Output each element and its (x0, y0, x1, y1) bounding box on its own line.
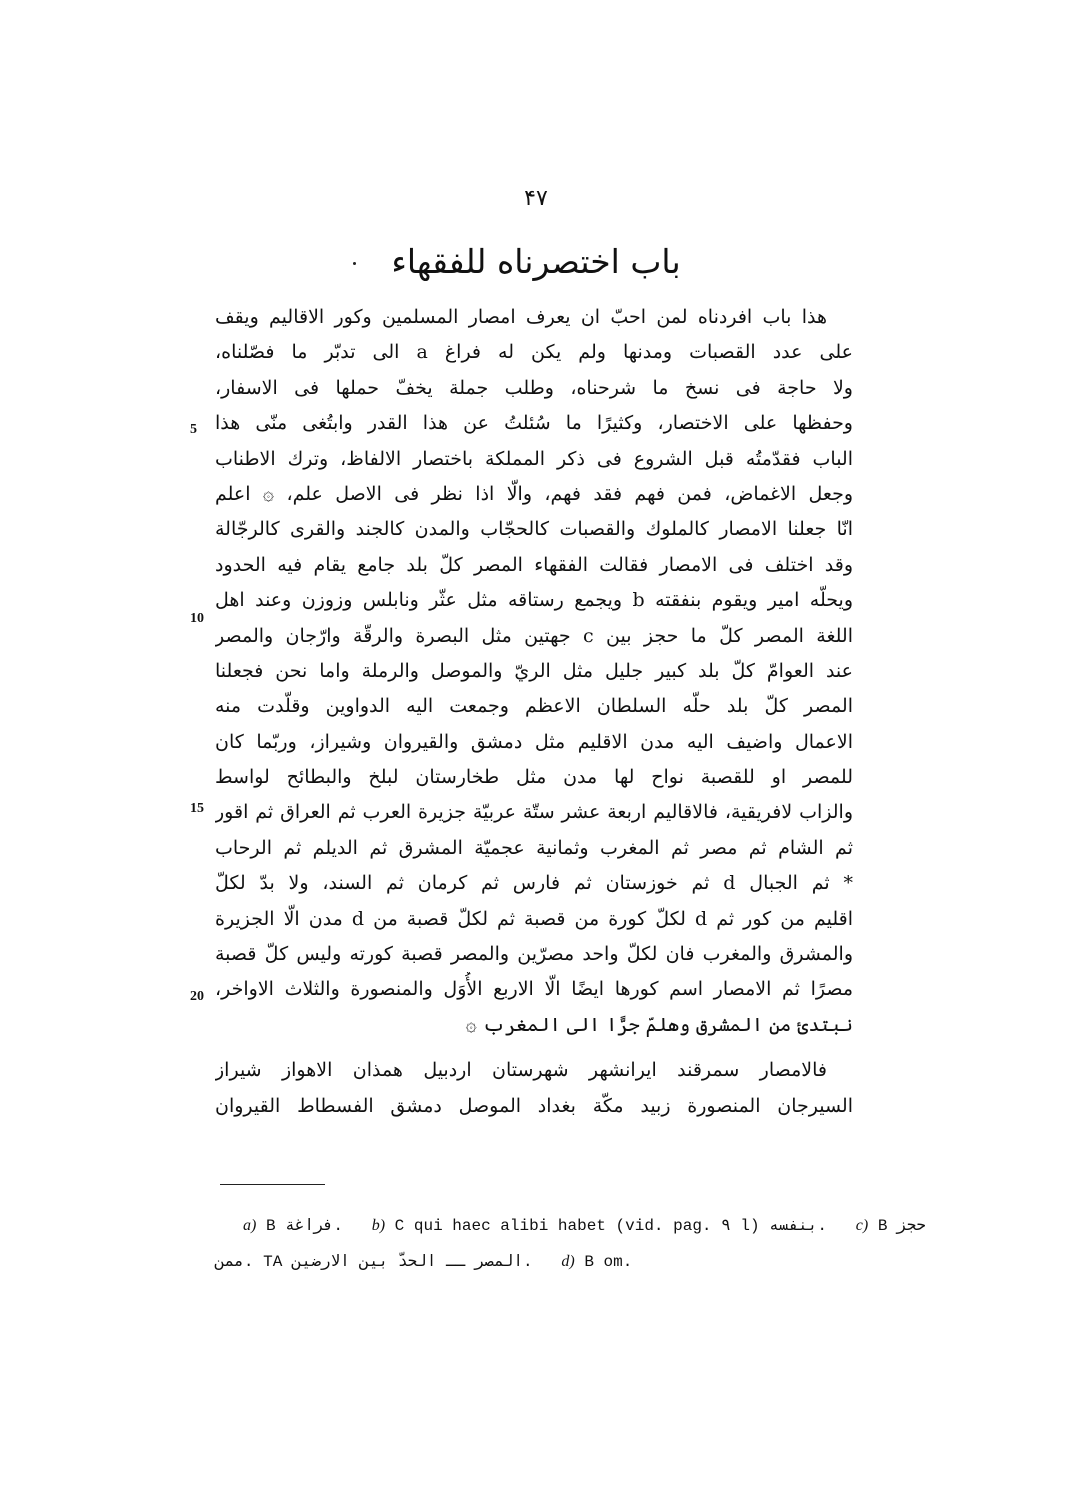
text-line: السيرجان المنصورة زبيد مكّة بغداد الموصل دمشق الفسطاط القيروان (215, 1094, 853, 1117)
footnote-text: ممن. TA المصر ــ الحدّ بين الارضين. (215, 1253, 533, 1271)
line-number: 15 (190, 801, 204, 816)
footnote-label: b) (371, 1217, 386, 1234)
footnote-text: B حجز (877, 1217, 926, 1235)
text-line: هذا باب افردناه لمن احبّ ان يعرف امصار المسلمين وكور الاقاليم ويقف (215, 306, 827, 328)
text-line: ثم الشام ثم مصر ثم المغرب وثمانية عجميّة المشرق ثم الديلم ثم الرحاب (215, 836, 853, 859)
line-number: 10 (190, 611, 204, 626)
text-line: ولا حاجة فى نسخ ما شرحناه، وطلب جملة يخفّ حملها فى الاسفار، (215, 376, 853, 399)
footnote-label: a) (243, 1217, 257, 1234)
footnote-text: B om. (584, 1253, 633, 1271)
text-line: الباب فقدّمتُه قبل الشروع فى ذكر المملكة باختصار الالفاظ، وترك الاطناب (215, 447, 853, 470)
text-line: والزاب لافريقية، فالاقاليم اربعة عشر ستّة عربيّة جزيرة العرب ثم العراق ثم اقور (215, 801, 853, 824)
footnote-label: d) (561, 1253, 575, 1270)
footnote-line (215, 1244, 875, 1280)
footnote-text: B فراغة. (265, 1217, 343, 1235)
paragraph-gap (215, 1043, 853, 1053)
footnote-text: C qui haec alibi habet (vid. pag. ۹ l) بنفسه. (394, 1217, 827, 1235)
text-line: للمصر او للقصبة نواح لها مدن مثل طخارستان لبلخ والبطائح لواسط (215, 766, 853, 789)
text-line: وجعل الاغماض، فمن فهم فقد فهم، والّا اذا نظر فى الاصل علم، ۞ اعلم (215, 482, 853, 505)
main-text (215, 300, 853, 1124)
text-line: والمشرق والمغرب فان لكلّ واحد مصرّين والمصر قصبة كورته وليس كلّ قصبة (215, 943, 853, 966)
text-line: انّا جعلنا الامصار كالملوك والقصبات كالحجّاب والمدن كالجند والقرى كالرجّالة (215, 518, 853, 541)
text-line: الاعمال واضيف اليه مدن الاقليم مثل دمشق والقيروان وشيراز، وربّما كان (215, 730, 853, 753)
text-line: المصر كلّ بلد حلّه السلطان الاعظم وجمعت اليه الدواوين وقلّدت منه (215, 695, 853, 718)
line-number: 5 (190, 422, 197, 437)
text-line: نبتدئ من المشرق وهلمّ جرًّا الى المغرب ۞ (465, 1013, 853, 1036)
text-line: عند العوامّ كلّ بلد كبير جليل مثل الريّ والموصل والرملة واما نحن فجعلنا (215, 659, 853, 682)
text-line: فالامصار سمرقند ايرانشهر شهرستان اردبيل همذان الاهواز شيراز (215, 1059, 827, 1082)
text-line: اللغة المصر كلّ ما حجز بين c جهتين مثل البصرة والرقّة وارّجان والمصر (215, 624, 853, 647)
text-line: وحفظها على الاختصار، وكثيرًا ما سُئلتُ عن هذا القدر وابتُغى منّى هذا (215, 412, 853, 435)
footnotes (215, 1208, 926, 1280)
text-line: اقليم من كور ثم d لكلّ كورة من قصبة ثم لكلّ قصبة من d مدن الّا الجزيرة (215, 907, 853, 930)
text-line: * ثم الجبال d ثم خوزستان ثم فارس ثم كرمان ثم السند، ولا بدّ لكلّ (215, 872, 853, 895)
line-number: 20 (190, 989, 204, 1004)
footnote-line (215, 1208, 926, 1244)
text-line: على عدد القصبات ومدنها ولم يكن له فراغ a الى تدبّر ما فصّلناه، (215, 341, 853, 364)
footnote-rule (220, 1184, 325, 1185)
text-line: مصرًا ثم الامصار اسم كورها ايضًا الّا الاربع الأُوَل والمنصورة والثلاث الاواخر، (215, 978, 853, 1001)
text-line: ويحلّه امير ويقوم بنفقته b ويجمع رستاقه مثل عثّر ونابلس وزوزن وعند اهل (215, 589, 853, 612)
text-line: وقد اختلف فى الامصار فقالت الفقهاء المصر كلّ بلد جامع يقام فيه الحدود (215, 553, 853, 576)
chapter-title: باب اختصرناه للفقهاء (391, 242, 681, 281)
title-dot (353, 262, 356, 265)
page-number: ۴۷ (524, 186, 548, 211)
footnote-label: c) (855, 1217, 869, 1234)
